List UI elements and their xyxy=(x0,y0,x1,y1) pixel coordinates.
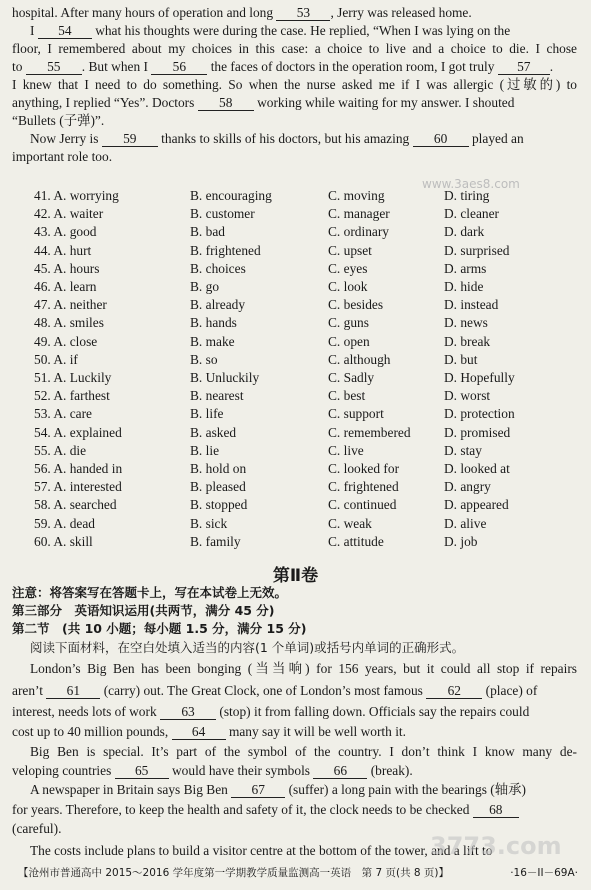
note: 注意：将答案写在答题卡上，写在本试卷上无效。 xyxy=(12,585,288,600)
option-44-a: 44. A. hurt xyxy=(34,242,92,258)
option-56-a: 56. A. handed in xyxy=(34,461,123,476)
option-58-d: D. appeared xyxy=(444,497,509,513)
option-46-d: D. hide xyxy=(444,279,484,294)
option-59-c: C. weak xyxy=(328,515,372,531)
option-43-c: C. ordinary xyxy=(328,224,389,240)
option-45-a: 45. A. hours xyxy=(34,260,100,276)
passage-line: floor, I remembered about my choices in this case: a choice to live and a choice to die. I chose xyxy=(12,41,577,56)
passage-line: interest, needs lots of work 63 (stop) it from falling down. Officials say the repairs could xyxy=(12,704,530,719)
option-58-c: C. continued xyxy=(328,497,397,513)
option-59-d: D. alive xyxy=(444,515,487,531)
watermark: www.3aes8.com xyxy=(422,177,520,191)
option-47-d: D. instead xyxy=(444,297,499,313)
option-59-b: B. sick xyxy=(190,515,228,531)
option-56-c: C. looked for xyxy=(328,461,400,476)
option-60-c: C. attitude xyxy=(328,533,384,549)
option-43-d: D. dark xyxy=(444,224,485,240)
option-56-d: D. looked at xyxy=(444,461,510,476)
blank-64: 64 xyxy=(172,725,226,740)
blank-61: 61 xyxy=(46,684,100,699)
option-49-a: 49. A. close xyxy=(34,333,98,349)
option-55-b: B. lie xyxy=(190,442,220,458)
passage-line: veloping countries 65 would have their symbols 66 (break). xyxy=(12,763,413,778)
option-42-d: D. cleaner xyxy=(444,206,500,222)
option-42-b: B. customer xyxy=(190,206,255,222)
option-46-b: B. go xyxy=(190,279,220,294)
blank-62: 62 xyxy=(426,684,482,699)
option-44-b: B. frightened xyxy=(190,242,261,258)
option-48-b: B. hands xyxy=(190,315,237,331)
option-60-d: D. job xyxy=(444,533,478,549)
option-49-c: C. open xyxy=(328,333,370,349)
option-50-a: 50. A. if xyxy=(34,351,78,367)
option-47-c: C. besides xyxy=(328,297,384,313)
option-50-b: B. so xyxy=(190,351,218,367)
option-44-d: D. surprised xyxy=(444,242,510,258)
option-41-c: C. moving xyxy=(328,188,385,203)
option-43-a: 43. A. good xyxy=(34,224,97,240)
passage-line: London’s Big Ben has been bonging (当当响) for 156 years, but it could all stop if repairs xyxy=(30,661,577,676)
sub-heading: 第二节 (共 10 小题；每小题 1.5 分，满分 15 分) xyxy=(12,621,307,636)
blank-53: 53 xyxy=(276,6,330,21)
option-49-b: B. make xyxy=(190,333,235,349)
option-58-a: 58. A. searched xyxy=(34,497,117,513)
option-50-d: D. but xyxy=(444,351,478,367)
instructions: 阅读下面材料，在空白处填入适当的内容(1 个单词)或括号内单词的正确形式。 xyxy=(30,640,465,655)
option-54-d: D. promised xyxy=(444,424,511,440)
option-52-a: 52. A. farthest xyxy=(34,388,110,404)
passage-line: hospital. After many hours of operation and long 53 , Jerry was released home. xyxy=(12,5,472,20)
option-51-b: B. Unluckily xyxy=(190,370,260,385)
option-52-d: D. worst xyxy=(444,388,491,404)
option-46-c: C. look xyxy=(328,279,368,294)
option-55-c: C. live xyxy=(328,442,364,458)
option-42-c: C. manager xyxy=(328,206,390,222)
option-42-a: 42. A. waiter xyxy=(34,206,104,222)
page-footer xyxy=(18,866,578,880)
blank-68: 68 xyxy=(473,803,519,818)
option-55-d: D. stay xyxy=(444,442,482,458)
watermark: 3773.com xyxy=(430,832,562,860)
passage-line: anything, I replied “Yes”. Doctors 58 working while waiting for my answer. I shouted xyxy=(12,95,515,110)
passage-line: Big Ben is special. It’s part of the symbol of the country. I don’t think I know many de- xyxy=(30,744,577,759)
passage-line: I 54 what his thoughts were during the case. He replied, “When I was lying on the xyxy=(30,23,511,38)
passage-line: The costs include plans to build a visitor centre at the bottom of the tower, and a lift to xyxy=(30,843,493,858)
option-57-c: C. frightened xyxy=(328,479,399,495)
blank-57: 57 xyxy=(498,60,550,75)
option-54-a: 54. A. explained xyxy=(34,424,122,440)
blank-66: 66 xyxy=(313,764,367,779)
option-57-a: 57. A. interested xyxy=(34,479,122,495)
option-41-a: 41. A. worrying xyxy=(34,188,119,203)
option-50-c: C. although xyxy=(328,351,391,367)
option-45-c: C. eyes xyxy=(328,260,368,276)
passage-line: “Bullets (子弹)”. xyxy=(12,113,105,128)
option-47-b: B. already xyxy=(190,297,246,313)
option-44-c: C. upset xyxy=(328,242,372,258)
option-57-b: B. pleased xyxy=(190,479,246,495)
passage-line: I knew that I need to do something. So when the nurse asked me if I was allergic (过敏的) to xyxy=(12,77,577,92)
blank-59: 59 xyxy=(102,132,158,147)
blank-56: 56 xyxy=(151,60,207,75)
option-45-d: D. arms xyxy=(444,260,487,276)
option-54-c: C. remembered xyxy=(328,424,411,440)
option-43-b: B. bad xyxy=(190,224,225,240)
passage-line: aren’t 61 (carry) out. The Great Clock, one of London’s most famous 62 (place) of xyxy=(12,683,538,698)
option-53-a: 53. A. care xyxy=(34,406,93,422)
option-53-b: B. life xyxy=(190,406,224,422)
blank-54: 54 xyxy=(38,24,92,39)
option-48-d: D. news xyxy=(444,315,488,331)
passage-line: (careful). xyxy=(12,821,62,836)
option-47-a: 47. A. neither xyxy=(34,297,107,313)
option-52-b: B. nearest xyxy=(190,388,244,404)
option-45-b: B. choices xyxy=(190,260,246,276)
option-48-c: C. guns xyxy=(328,315,369,331)
option-58-b: B. stopped xyxy=(190,497,248,513)
option-53-d: D. protection xyxy=(444,406,515,422)
passage-line: Now Jerry is 59 thanks to skills of his doctors, but his amazing 60 played an xyxy=(30,131,524,146)
passage-line: important role too. xyxy=(12,149,113,164)
footer-text: 【沧州市普通高中 2015～2016 学年度第一学期教学质量监测高一英语 第 7 页(共 8 页)】 xyxy=(18,867,450,879)
passage-line: cost up to 40 million pounds, 64 many say it will be well worth it. xyxy=(12,724,406,739)
option-56-b: B. hold on xyxy=(190,461,247,476)
part-heading: 第三部分 英语知识运用(共两节，满分 45 分) xyxy=(12,603,275,618)
option-59-a: 59. A. dead xyxy=(34,515,95,531)
option-51-a: 51. A. Luckily xyxy=(34,370,112,385)
passage-line: to 55 . But when I 56 the faces of doctors in the operation room, I got truly 57 . xyxy=(12,59,554,74)
blank-55: 55 xyxy=(26,60,82,75)
blank-58: 58 xyxy=(198,96,254,111)
option-51-c: C. Sadly xyxy=(328,370,375,385)
option-51-d: D. Hopefully xyxy=(444,370,515,385)
option-48-a: 48. A. smiles xyxy=(34,315,104,331)
blank-63: 63 xyxy=(160,705,216,720)
option-46-a: 46. A. learn xyxy=(34,279,97,294)
option-60-a: 60. A. skill xyxy=(34,533,93,549)
passage-line: for years. Therefore, to keep the health and safety of it, the clock needs to be checked 68 xyxy=(12,801,577,819)
option-52-c: C. best xyxy=(328,388,366,404)
blank-60: 60 xyxy=(413,132,469,147)
blank-67: 67 xyxy=(231,783,285,798)
option-55-a: 55. A. die xyxy=(34,442,87,458)
option-41-d: D. tiring xyxy=(444,188,490,203)
passage-line: A newspaper in Britain says Big Ben 67 (suffer) a long pain with the bearings (轴承) xyxy=(30,782,526,797)
option-53-c: C. support xyxy=(328,406,384,422)
option-41-b: B. encouraging xyxy=(190,188,272,203)
option-57-d: D. angry xyxy=(444,479,491,495)
option-54-b: B. asked xyxy=(190,424,237,440)
option-60-b: B. family xyxy=(190,533,241,549)
section-title: 第Ⅱ卷 xyxy=(272,566,319,586)
blank-65: 65 xyxy=(115,764,169,779)
footer-code: ·16－II－69A· xyxy=(510,867,578,879)
option-49-d: D. break xyxy=(444,333,491,349)
